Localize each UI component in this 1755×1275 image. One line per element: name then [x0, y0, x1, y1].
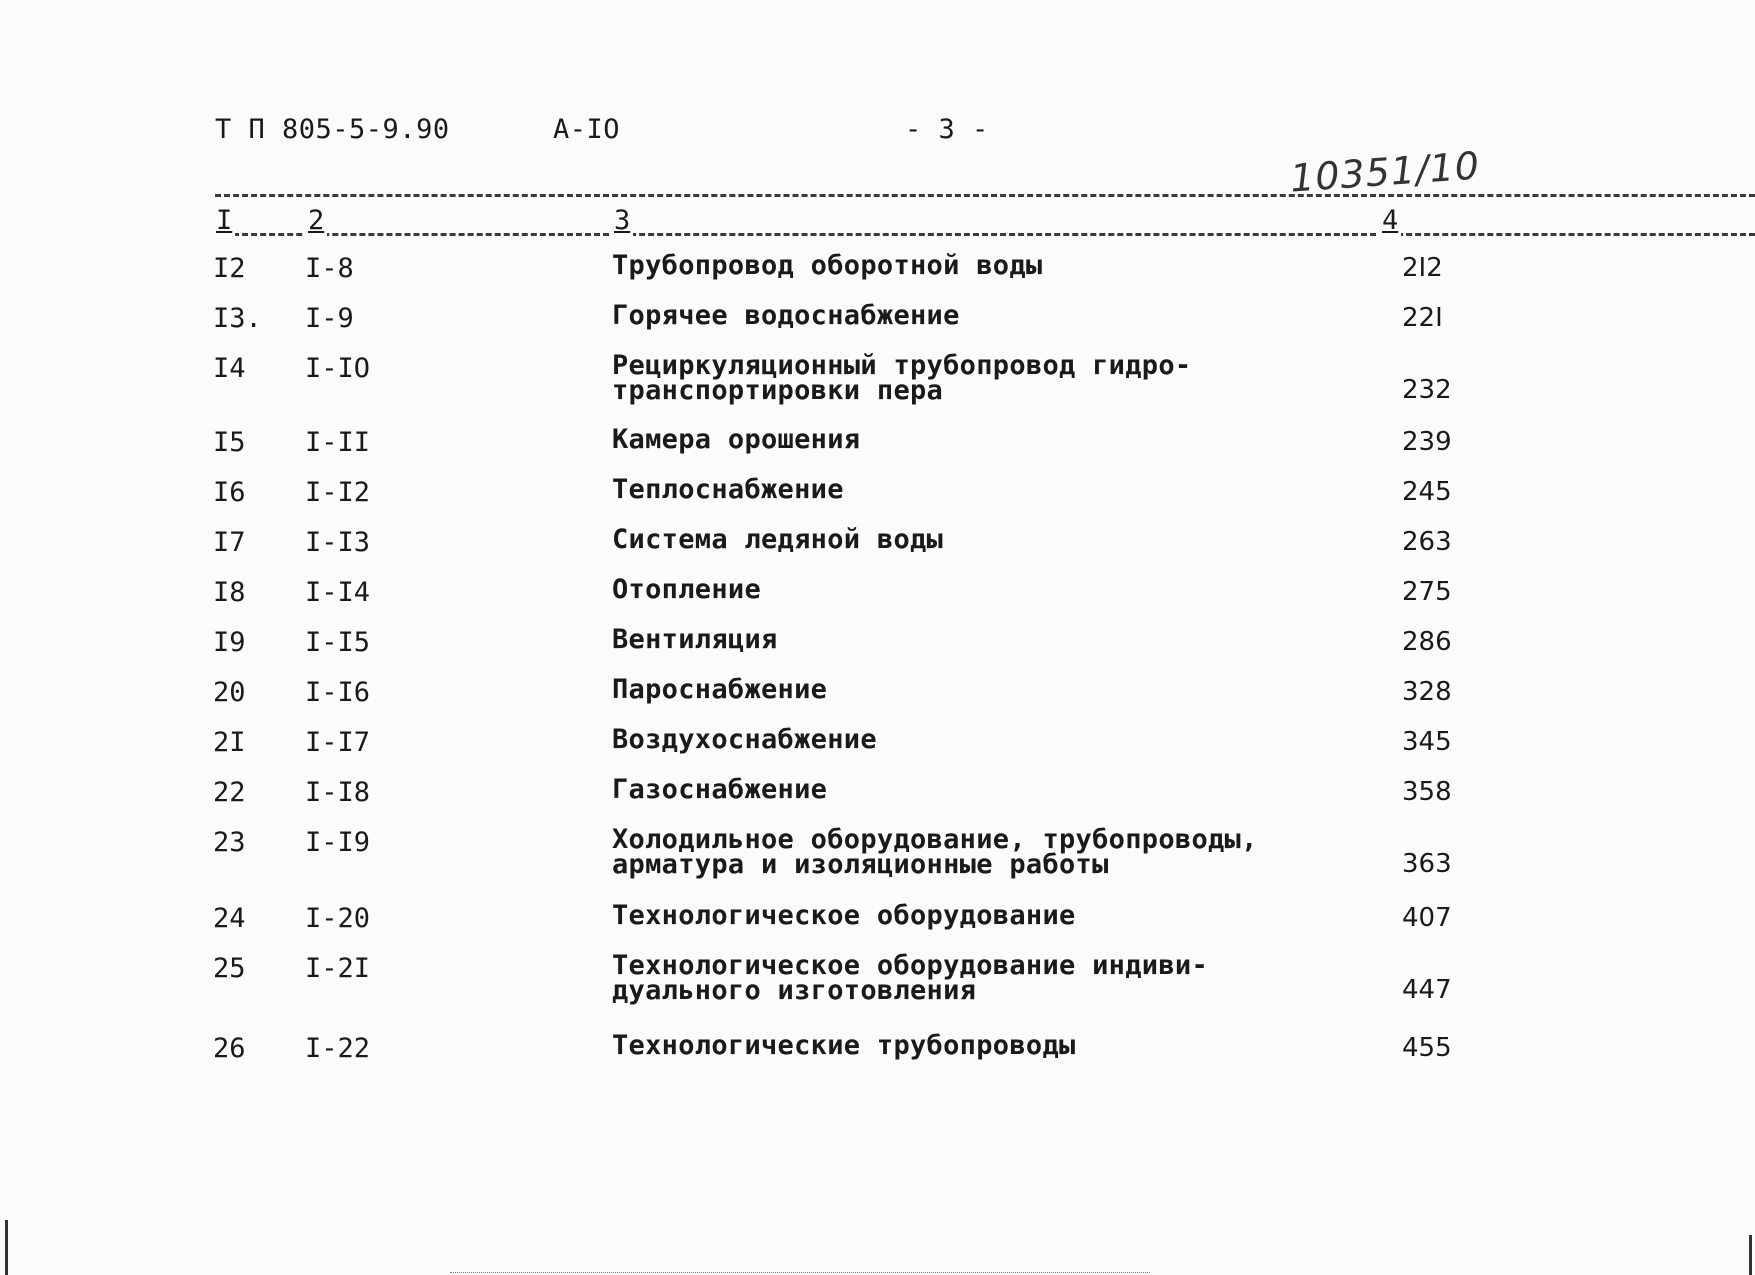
row-page: 263: [1402, 527, 1452, 557]
row-title-line: Вентиляция: [612, 624, 778, 655]
sheet-label: А-IО: [553, 114, 621, 145]
row-title-line: Теплоснабжение: [612, 474, 844, 505]
handwritten-note: 10351/10: [1288, 143, 1482, 201]
row-title: [612, 824, 1258, 880]
row-title-line: Воздухоснабжение: [612, 724, 877, 755]
row-title: [612, 624, 778, 655]
row-number: I2: [213, 253, 246, 284]
row-title: [612, 724, 877, 755]
row-title: [612, 250, 1043, 281]
column-number-3: 3: [611, 205, 633, 236]
row-number: I9: [213, 627, 246, 658]
row-title-line: транспортировки пера: [612, 375, 944, 406]
row-title-line: Технологическое оборудование индиви-: [612, 950, 1208, 981]
row-number: 2I: [213, 727, 246, 758]
row-page: 2I2: [1402, 253, 1443, 283]
row-section: I-8: [305, 253, 354, 284]
column-number-1: I: [213, 205, 235, 236]
row-section: I-I4: [305, 577, 371, 608]
row-page: 232: [1402, 375, 1452, 405]
row-page: 407: [1402, 903, 1452, 933]
row-number: 22: [213, 777, 246, 808]
row-page: 22I: [1402, 303, 1443, 333]
row-title-line: дуального изготовления: [612, 975, 977, 1006]
row-number: I5: [213, 427, 246, 458]
row-page: 447: [1402, 975, 1452, 1005]
row-page: 239: [1402, 427, 1452, 457]
row-title-line: Отопление: [612, 574, 761, 605]
row-number: 25: [213, 953, 246, 984]
row-page: 363: [1402, 849, 1452, 879]
scan-edge-mark-left: [5, 1220, 8, 1275]
row-section: I-I9: [305, 827, 371, 858]
row-number: 26: [213, 1033, 246, 1064]
row-title-line: Камера орошения: [612, 424, 861, 455]
row-number: I3.: [213, 303, 262, 334]
row-page: 286: [1402, 627, 1452, 657]
row-title-line: арматура и изоляционные работы: [612, 849, 1109, 880]
row-section: I-9: [305, 303, 354, 334]
row-number: 23: [213, 827, 246, 858]
row-number: I8: [213, 577, 246, 608]
row-section: I-IО: [305, 353, 371, 384]
row-title-line: Технологические трубопроводы: [612, 1030, 1076, 1061]
row-page: 455: [1402, 1033, 1452, 1063]
row-page: 245: [1402, 477, 1452, 507]
row-title: [612, 1030, 1076, 1061]
row-title-line: Рециркуляционный трубопровод гидро-: [612, 350, 1192, 381]
document-code: Т П 805-5-9.90: [215, 114, 450, 145]
row-title: [612, 350, 1192, 406]
row-section: I-2I: [305, 953, 371, 984]
row-section: I-II: [305, 427, 371, 458]
row-number: I7: [213, 527, 246, 558]
row-title-line: Трубопровод оборотной воды: [612, 250, 1043, 281]
row-title: [612, 900, 1076, 931]
row-section: I-I7: [305, 727, 371, 758]
row-section: I-I3: [305, 527, 371, 558]
row-number: 20: [213, 677, 246, 708]
row-title: [612, 524, 944, 555]
row-title: [612, 300, 960, 331]
row-page: 358: [1402, 777, 1452, 807]
row-title: [612, 424, 861, 455]
scan-edge-mark-right: [1749, 1235, 1752, 1275]
row-title-line: Технологическое оборудование: [612, 900, 1076, 931]
row-title-line: Пароснабжение: [612, 674, 828, 705]
column-number-2: 2: [305, 205, 327, 236]
column-number-4: 4: [1379, 205, 1401, 236]
page-number: - 3 -: [905, 114, 989, 145]
scan-bottom-line: [450, 1272, 1150, 1273]
row-title-line: Система ледяной воды: [612, 524, 944, 555]
row-number: I6: [213, 477, 246, 508]
row-section: I-I6: [305, 677, 371, 708]
row-section: I-22: [305, 1033, 371, 1064]
row-title: [612, 474, 844, 505]
row-section: I-I8: [305, 777, 371, 808]
row-section: I-20: [305, 903, 371, 934]
row-number: I4: [213, 353, 246, 384]
row-title: [612, 774, 828, 805]
row-title: [612, 674, 828, 705]
row-page: 328: [1402, 677, 1452, 707]
row-section: I-I5: [305, 627, 371, 658]
row-page: 345: [1402, 727, 1452, 757]
row-title-line: Холодильное оборудование, трубопроводы,: [612, 824, 1258, 855]
row-number: 24: [213, 903, 246, 934]
row-page: 275: [1402, 577, 1452, 607]
row-title-line: Горячее водоснабжение: [612, 300, 960, 331]
row-title: [612, 574, 761, 605]
row-title: [612, 950, 1208, 1006]
row-section: I-I2: [305, 477, 371, 508]
row-title-line: Газоснабжение: [612, 774, 828, 805]
